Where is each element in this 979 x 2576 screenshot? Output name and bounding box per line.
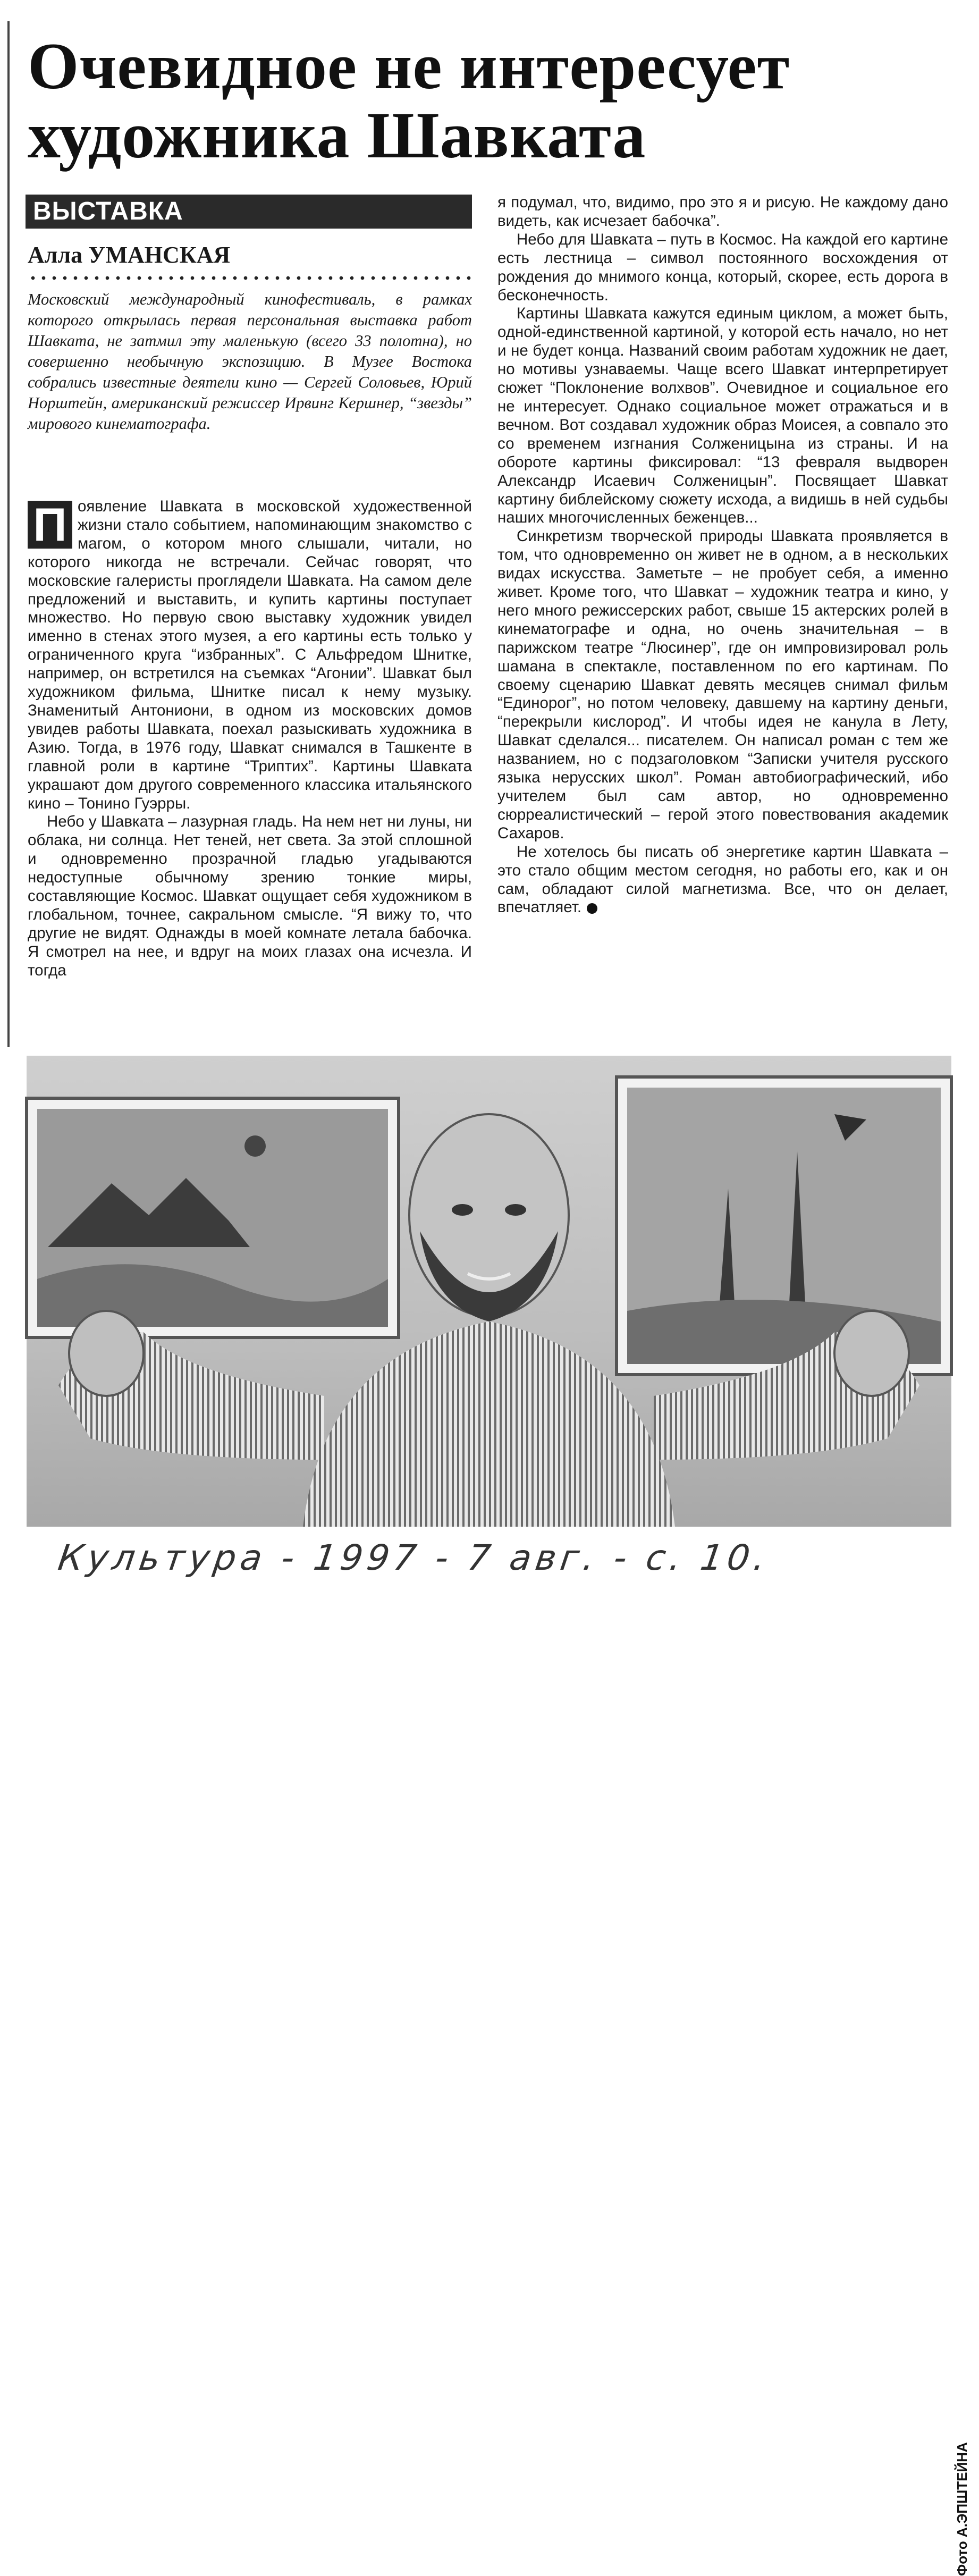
paragraph: Синкретизм творческой природы Шавката проявляется в том, что одновременно он живет не в одном, а в нескольких видах искусства. Заметьте – не пробует себя, а именно живет. Кроме того, что Шавкат – художник театра и кино, у него много режиссерских работ, свыше 15 актерских ролей в кинематографе и одна, но очень значительная – в парижском театре “Люсинер”, где он импровизировал роль шамана в спектакле, поставленном по его картинам. По своему сценарию Шавкат девять месяцев снимал фильм “Единорог”, но потом человеку, давшему на картину деньги, “перекрыли кислород”. И чтобы идея не канула в Лету, Шавкат сделался... писателем. Он написал роман с тем же названием, но с подзаголовком “Записки учителя русского языка нерусских школ”. Роман автобиографический, ибо учителем был сам автор, но одновременно сюрреалистический – герой этого повествования академик Сахаров. [497, 527, 948, 842]
dotted-divider [28, 275, 472, 281]
handwritten-annotation: Культура - 1997 - 7 авг. - с. 10. [55, 1537, 772, 1578]
painting-left [27, 1098, 399, 1337]
section-rubric: ВЫСТАВКА [26, 195, 472, 229]
paragraph: я подумал, что, видимо, про это я и рисую. Не каждому дано видеть, как исчезает бабочка”. [497, 193, 948, 230]
drop-cap: П [28, 501, 72, 549]
headline-line-2: художника Шавката [28, 99, 646, 172]
paragraph-text: оявление Шавката в московской художественной жизни стало событием, напоминающим знакомство с магом, о котором много слышали, читали, но которого никогда не встречали. Сейчас говорят, что московские галеристы проглядели Шавката. На самом деле предложений и выставить, и купить картины поступает множество. Но первую свою выставку художник увидел именно в стенах этого музея, а его картины есть только у ограниченного круга “избранных”. С Альфредом Шнитке, например, он встретился на съемках “Агонии”. Шавкат был художником фильма, Шнитке писал к нему музыку. Знаменитый Антониони, в одном из московских домов увидев работы Шавката, поехал разыскивать художника в Азию. Тогда, в 1976 году, Шавкат снимался в Ташкенте в главной роли в картине “Триптих”. Картины Шавката украшают дом другого современного классика итальянского кино – Тонино Гуэрры. [28, 498, 472, 812]
body-column-1 [28, 498, 472, 980]
paragraph: Небо для Шавката – путь в Космос. На каждой его картине есть лестница – символ постоянного восхождения от рождения до мнимого конца, который, скорее, есть дорога в бесконечность. [497, 230, 948, 304]
article-lead: Московский международный кинофестиваль, в рамках которого открылась первая персональная выставка работ Шавката, не затмил эту маленькую (всего 33 полотна), но совершенно необычную экспозицию. В Музее Востока собрались известные деятели кино — Сергей Соловьев, Юрий Норштейн, американский режиссер Ирвинг Кершнер, “звезды” мирового кинематографа. [28, 290, 472, 433]
paragraph: Картины Шавката кажутся единым циклом, а может быть, одной-единственной картиной, у которой есть начало, но нет и не будет конца. Названий своим работам художник не дает, но мотивы узнаваемы. Чаще всего Шавкат интерпретирует сюжет “Поклонение волхвов”. Очевидное и социальное его не интересует. Однако социальное может отражаться и в вечном. Вот создавал художник образ Моисея, а совпало это со временем изгнания Солженицына из страны. И на обороте картины фиксировал: “13 февраля выдворен Александр Исаевич Солженицын”. Посвящает Шавкат картину библейскому сюжету исхода, а видишь в ней судьбы наших многочисленных беженцев... [497, 305, 948, 527]
headline-line-1: Очевидное не интересует [28, 30, 790, 103]
article-headline [28, 32, 963, 170]
paragraph: Небо у Шавката – лазурная гладь. На нем нет ни луны, ни облака, ни солнца. Нет теней, нет света. За этой сплошной и одновременно прозрачной гладью угадываются недоступные обычному зрению тонкие миры, составляющие Космос. Шавкат ощущает себя художником в глобальном, точнее, сакральном смысле. “Я вижу то, что другие не видят. Однажды в моей комнате летала бабочка. Я смотрел на нее, и вдруг на моих глазах она исчезла. И тогда [28, 813, 472, 979]
photo-illustration [27, 1056, 951, 1527]
author-byline: Алла УМАНСКАЯ [28, 242, 231, 268]
photo-credit: Фото А.ЭПШТЕЙНА [954, 2442, 970, 2576]
end-of-article-icon [587, 903, 597, 914]
paragraph [28, 498, 472, 813]
paragraph [497, 843, 948, 917]
column-rule [7, 21, 10, 1047]
body-column-2 [497, 193, 948, 917]
paragraph-text: Не хотелось бы писать об энергетике картин Шавката – это стало общим местом сегодня, но работы его, как и он сам, обладают силой магнетизма. Все, что он делает, впечатляет. [497, 843, 948, 916]
